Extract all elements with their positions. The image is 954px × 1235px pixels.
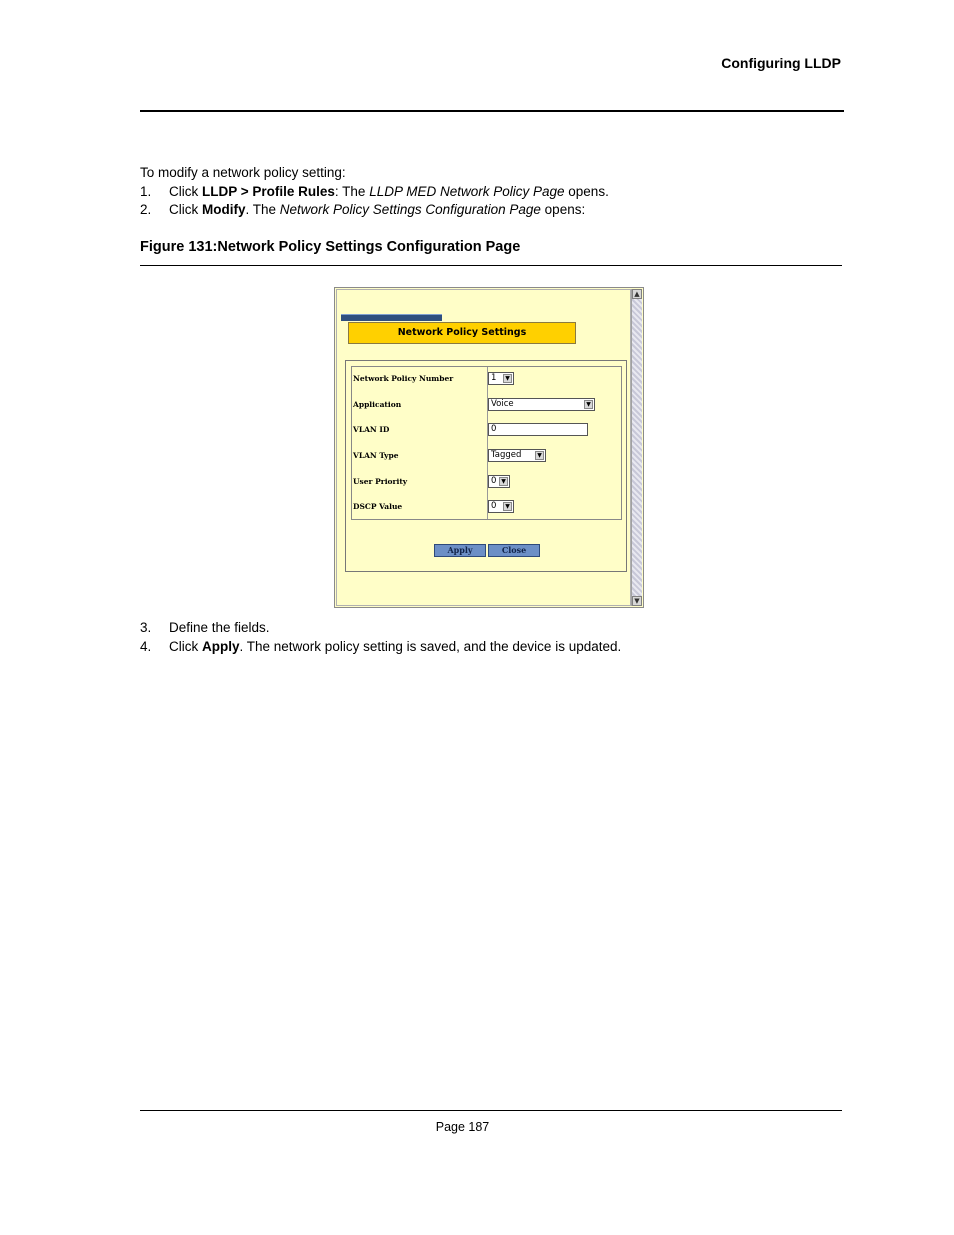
button-reference: Modify <box>202 202 246 217</box>
vertical-scrollbar[interactable] <box>631 289 642 606</box>
vlan-id-input[interactable]: 0 <box>488 423 588 436</box>
step-4: 4. Click Apply. The network policy setting is saved, and the device is updated. <box>140 639 622 654</box>
step-number: 1. <box>140 184 152 199</box>
step-number: 2. <box>140 202 152 217</box>
chevron-down-icon: ▼ <box>503 502 512 511</box>
field-label-user-priority: User Priority <box>353 477 408 486</box>
chevron-down-icon: ▼ <box>584 400 593 409</box>
button-reference: Apply <box>202 639 240 654</box>
user-priority-select[interactable]: 0 ▼ <box>488 475 510 488</box>
settings-table <box>351 366 622 520</box>
footer-rule <box>140 1110 842 1111</box>
page-reference: LLDP MED Network Policy Page <box>369 184 565 199</box>
running-header-title: Configuring LLDP <box>721 55 841 71</box>
step-3: 3. Define the fields. <box>140 620 270 635</box>
chevron-down-icon: ▼ <box>503 374 512 383</box>
intro-text: To modify a network policy setting: <box>140 165 346 180</box>
panel-title: Network Policy Settings <box>348 322 576 344</box>
step-1: 1. Click LLDP > Profile Rules: The LLDP MED Network Policy Page opens. <box>140 184 609 199</box>
step-number: 4. <box>140 639 152 654</box>
title-accent-bar <box>341 314 442 321</box>
step-number: 3. <box>140 620 152 635</box>
network-policy-number-select[interactable]: 1 ▼ <box>488 372 514 385</box>
field-label-network-policy-number: Network Policy Number <box>353 374 454 383</box>
scroll-down-icon[interactable]: ▼ <box>632 596 642 606</box>
dscp-value-select[interactable]: 0 ▼ <box>488 500 514 513</box>
screenshot-window <box>334 287 644 608</box>
vlan-type-select[interactable]: Tagged ▼ <box>488 449 546 462</box>
field-label-vlan-id: VLAN ID <box>353 425 390 434</box>
chevron-down-icon: ▼ <box>499 477 508 486</box>
field-label-dscp-value: DSCP Value <box>353 502 403 511</box>
column-divider <box>487 367 488 519</box>
header-rule <box>140 110 844 112</box>
field-label-vlan-type: VLAN Type <box>353 451 399 460</box>
settings-panel <box>345 360 627 572</box>
application-select[interactable]: Voice ▼ <box>488 398 595 411</box>
scroll-up-icon[interactable]: ▲ <box>632 289 642 299</box>
chevron-down-icon: ▼ <box>535 451 544 460</box>
figure-caption: Figure 131:Network Policy Settings Configuration Page <box>140 239 521 255</box>
field-label-application: Application <box>353 400 402 409</box>
apply-button[interactable]: Apply <box>434 544 486 557</box>
screenshot-content <box>336 289 631 606</box>
menu-path: LLDP > Profile Rules <box>202 184 335 199</box>
close-button[interactable]: Close <box>488 544 540 557</box>
page-number: Page 187 <box>435 1120 490 1134</box>
caption-rule <box>140 265 842 266</box>
step-2: 2. Click Modify. The Network Policy Settings Configuration Page opens: <box>140 202 586 217</box>
page-reference: Network Policy Settings Configuration Page <box>279 202 541 217</box>
